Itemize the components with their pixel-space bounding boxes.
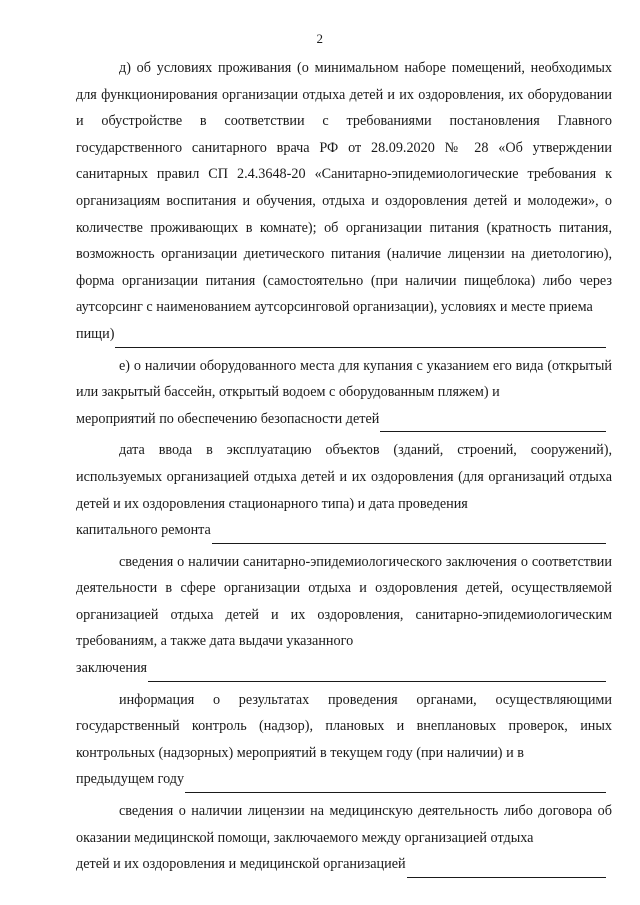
fill-line [76,321,612,348]
paragraph-text: сведения о наличии лицензии на медицинскую деятельность либо договора об оказании медицинской помощи, заключаемого между организацией отдыха [76,803,612,846]
fill-line [76,851,612,878]
paragraph-commissioning-date [76,437,612,543]
paragraph-sanitary-conclusion [76,549,612,682]
fill-line-label: капитального ремонта [76,522,211,539]
fill-line-label: заключения [76,660,148,677]
fill-line-label: пищи) [76,325,115,342]
blank-line [115,328,606,348]
fill-line [76,517,612,544]
fill-line-label: мероприятий по обеспечению безопасности детей [76,410,380,427]
document-body [76,55,612,878]
blank-line [212,524,606,544]
page-number: 2 [316,31,324,46]
blank-line [380,412,606,432]
paragraph-living-conditions [76,55,612,348]
fill-line [76,406,612,433]
paragraph-inspection-results [76,687,612,793]
fill-line-label: предыдущем году [76,771,185,788]
fill-line [76,655,612,682]
paragraph-bathing-place [76,353,612,433]
blank-line [407,858,606,878]
paragraph-medical-license [76,798,612,878]
blank-line [148,662,606,682]
paragraph-text: информация о результатах проведения органами, осуществляющими государственный контроль (надзор), плановых и внеплановых проверок, иных контрольных (надзорных) мероприятий в текущем году (при наличии) и в [76,691,612,761]
fill-line [76,766,612,793]
paragraph-text: дата ввода в эксплуатацию объектов (зданий, строений, сооружений), используемых организацией отдыха детей и их оздоровления (для организаций отдыха детей и их оздоровления стационарного типа) и дата проведения [76,442,612,512]
blank-line [185,773,606,793]
fill-line-label: детей и их оздоровления и медицинской организацией [76,856,406,873]
paragraph-text: д) об условиях проживания (о минимальном наборе помещений, необходимых для функционирования организации отдыха детей и их оздоровления, их оборудовании и обустройстве в соответствии с требованиями постановления Главного государственного санитарного врача РФ от 28.09.2020 № 28 «Об утверждении санитарных правил СП 2.4.3648-20 «Санитарно-эпидемиологические требования к организациям воспитания и обучения, отдыха и оздоровления детей и молодежи», о количестве проживающих в комнате); об организации питания (кратность питания, возможность организации диетического питания (наличие лицензии на диетологию), форма организации питания (самостоятельно (при наличии пищеблока) либо через аутсорсинг с наименованием аутсорсинговой организации), условиях и месте приема [76,60,612,316]
paragraph-text: е) о наличии оборудованного места для купания с указанием его вида (открытый или закрытый бассейн, открытый водоем с оборудованным пляжем) и [76,357,612,401]
paragraph-text: сведения о наличии санитарно-эпидемиологического заключения о соответствии деятельности в сфере организации отдыха и оздоровления детей, осуществляемой организацией отдыха детей и их оздоровления, санитарно-эпидемиологическим требованиям, а также дата выдачи указанного [76,553,612,650]
